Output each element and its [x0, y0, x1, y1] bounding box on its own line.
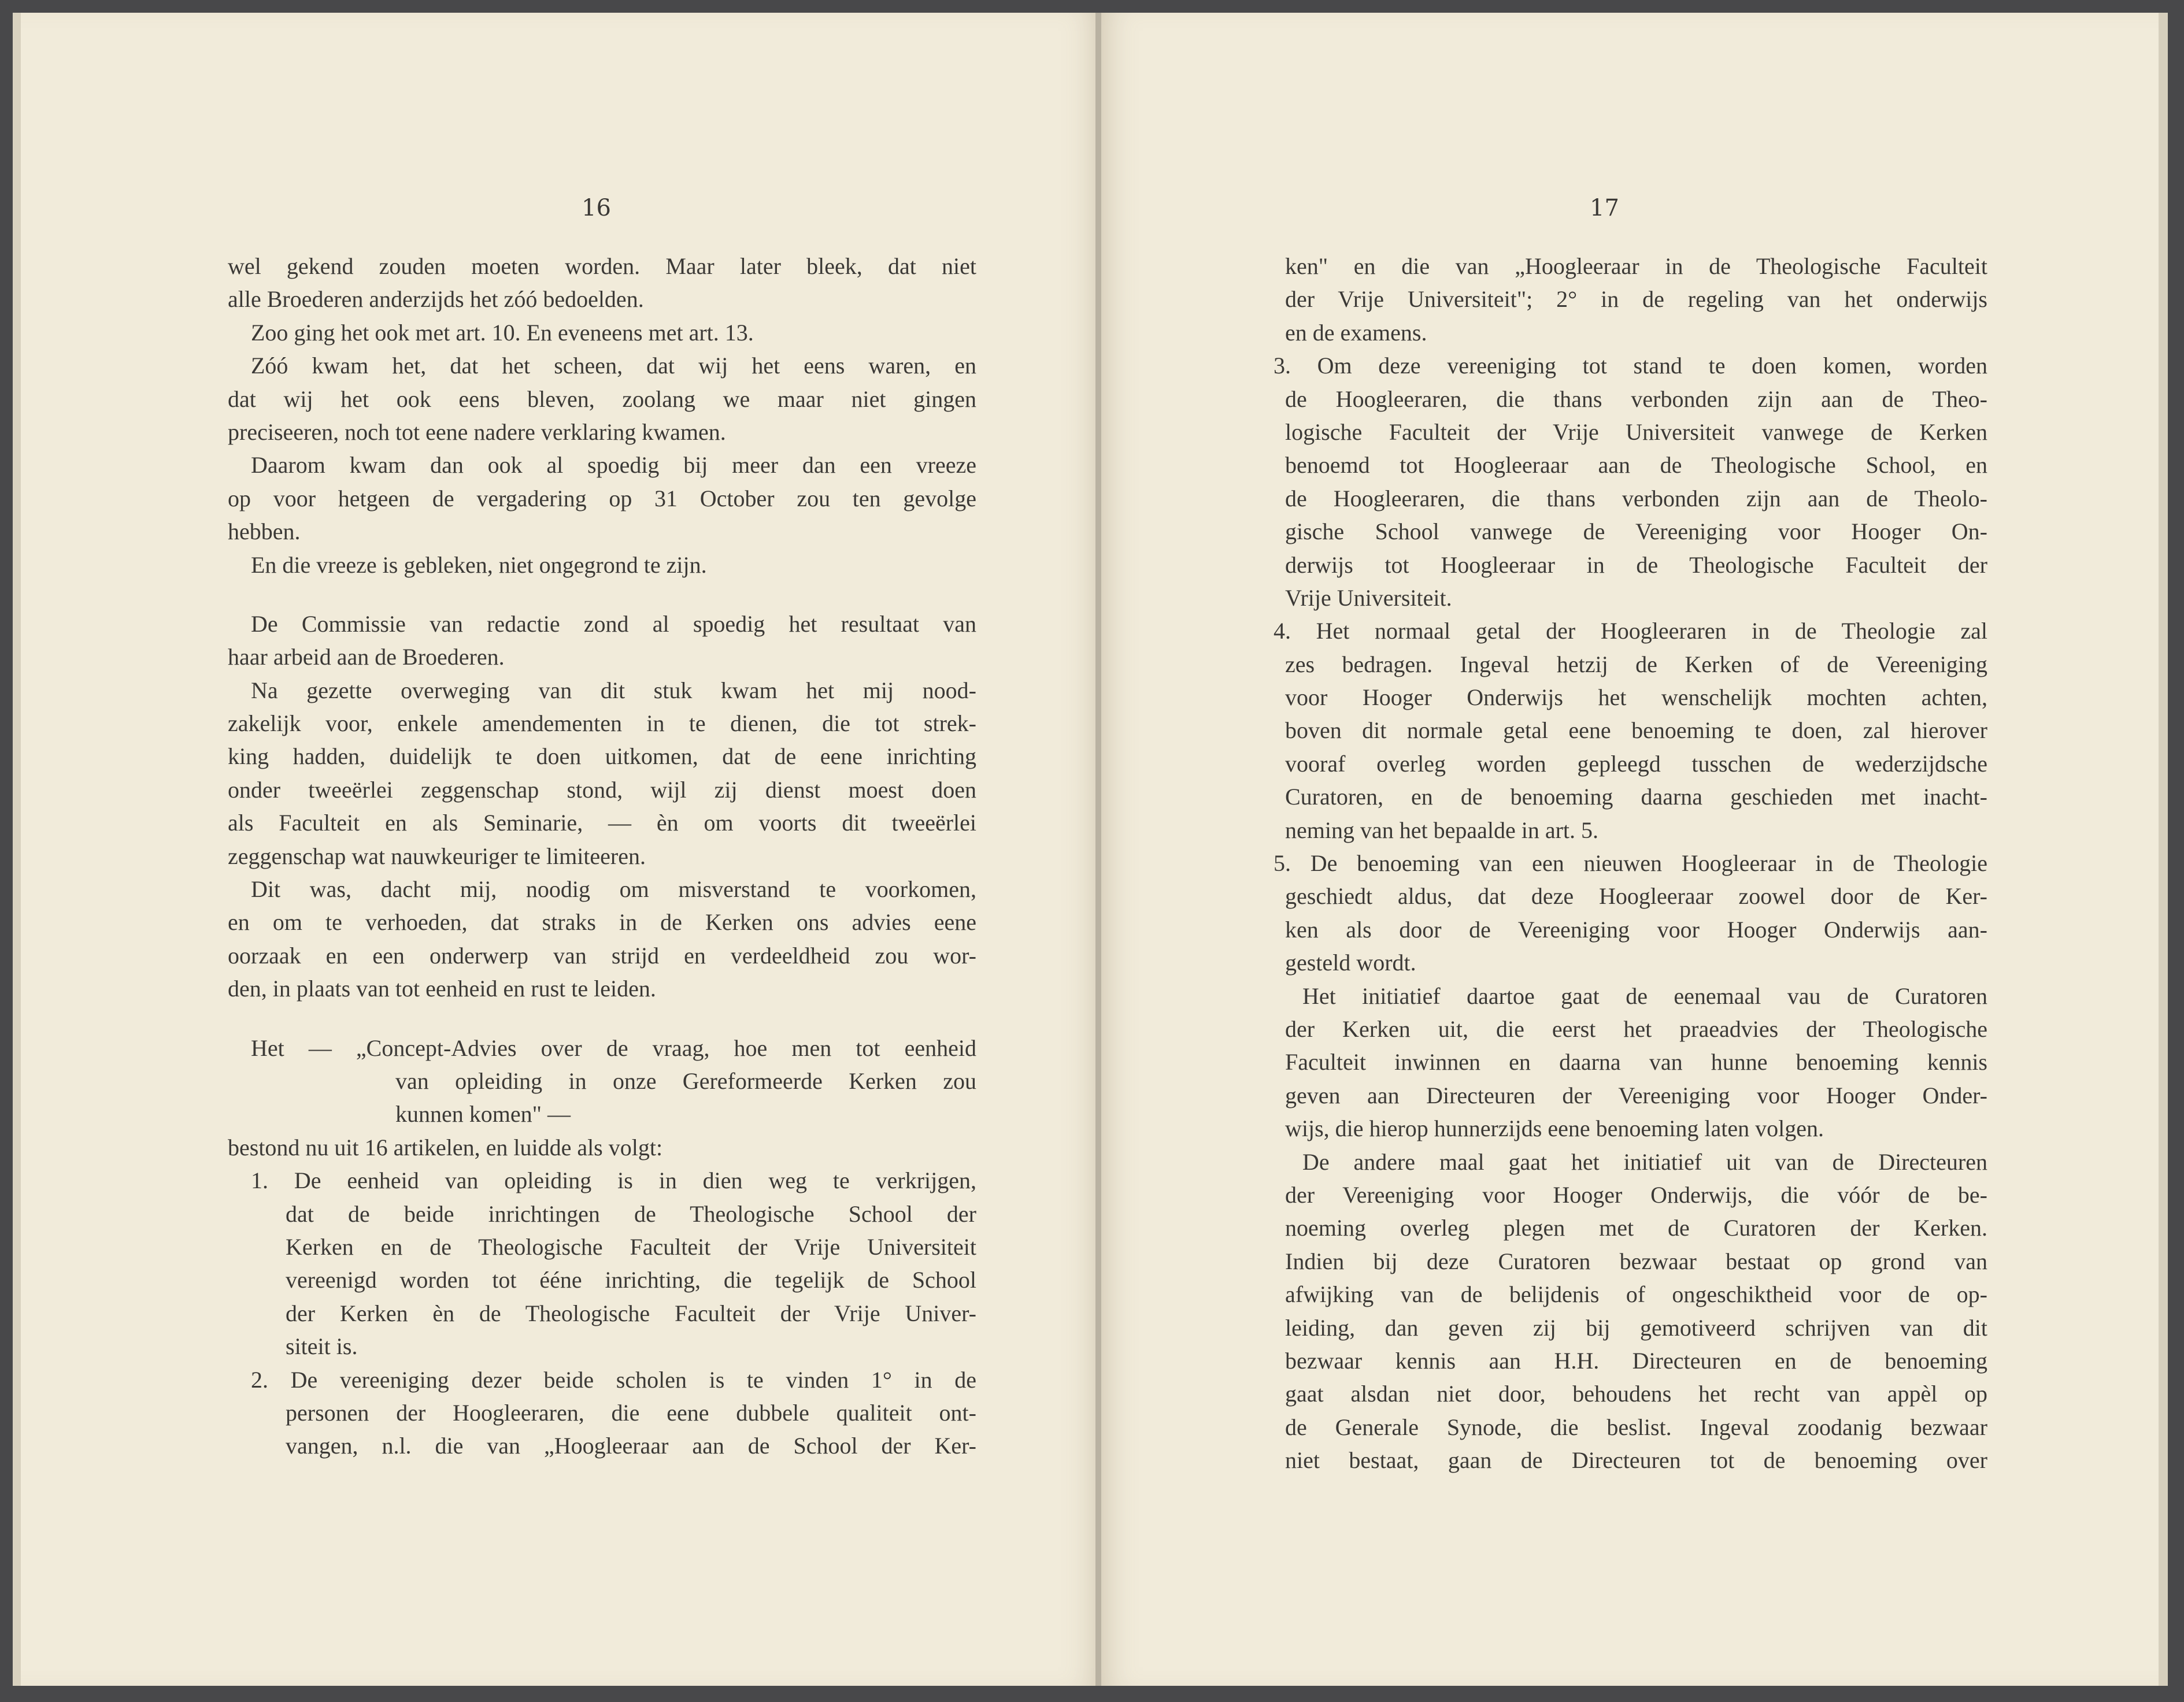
- text-line: 2. De vereeniging dezer beide scholen is te vinden 1° in de: [251, 1366, 976, 1393]
- text-line: benoemd tot Hoogleeraar aan de Theologische School, en: [1285, 452, 1987, 479]
- text-line: zakelijk voor, enkele amendementen in te dienen, die tot strek-: [228, 710, 976, 737]
- text-line: vangen, n.l. die van „Hoogleeraar aan de School der Ker-: [286, 1433, 976, 1459]
- left-page: [13, 13, 1100, 1686]
- text-line: boven dit normale getal eene benoeming te doen, zal hierover: [1285, 717, 1987, 744]
- text-line: bezwaar kennis aan H.H. Directeuren en de benoeming: [1285, 1347, 1987, 1374]
- text-line: Zóó kwam het, dat het scheen, dat wij het eens waren, en: [251, 353, 976, 379]
- text-line: niet bestaat, gaan de Directeuren tot de benoeming over: [1285, 1447, 1987, 1474]
- right-page-text: [1274, 250, 1987, 1477]
- right-page: [1101, 13, 2168, 1686]
- text-line: zeggenschap wat nauwkeuriger te limiteeren.: [228, 843, 646, 869]
- text-line: De andere maal gaat het initiatief uit van de Directeuren: [1302, 1148, 1987, 1175]
- text-line: gaat alsdan niet door, behoudens het recht van appèl op: [1285, 1381, 1987, 1407]
- text-line: haar arbeid aan de Broederen.: [228, 644, 505, 670]
- text-line: neming van het bepaalde in art. 5.: [1285, 817, 1599, 843]
- text-line: alle Broederen anderzijds het zóó bedoelden.: [228, 286, 644, 313]
- text-line: vereenigd worden tot ééne inrichting, die tegelijk de School: [286, 1267, 976, 1293]
- text-line: hebben.: [228, 518, 301, 545]
- text-line: wel gekend zouden moeten worden. Maar later bleek, dat niet: [228, 253, 976, 279]
- text-line: De Commissie van redactie zond al spoedig het resultaat van: [251, 610, 976, 637]
- text-line: van opleiding in onze Gereformeerde Kerken zou: [395, 1067, 976, 1094]
- text-line: king hadden, duidelijk te doen uitkomen, dat de eene inrichting: [228, 743, 976, 770]
- text-line: en om te verhoeden, dat straks in de Kerken ons advies eene: [228, 909, 976, 936]
- text-line: wijs, die hierop hunnerzijds eene benoeming laten volgen.: [1285, 1115, 1824, 1142]
- text-line: 5. De benoeming van een nieuwen Hoogleeraar in de Theologie: [1274, 850, 1987, 877]
- text-line: Dit was, dacht mij, noodig om misverstand te voorkomen,: [251, 876, 976, 903]
- text-line: [228, 581, 976, 607]
- page-number-right: 17: [1590, 195, 1619, 221]
- text-line: Na gezette overweging van dit stuk kwam het mij nood-: [251, 677, 976, 703]
- text-line: geven aan Directeuren der Vereeniging voor Hooger Onder-: [1285, 1082, 1987, 1108]
- text-line: Het — „Concept-Advies over de vraag, hoe men tot eenheid: [251, 1034, 976, 1061]
- text-line: zes bedragen. Ingeval hetzij de Kerken of de Vereeniging: [1285, 651, 1987, 677]
- text-line: siteit is.: [286, 1333, 358, 1360]
- text-line: 4. Het normaal getal der Hoogleeraren in de Theologie zal: [1274, 618, 1987, 644]
- text-line: en de examens.: [1285, 319, 1427, 346]
- page-number-left: 16: [582, 195, 611, 221]
- text-line: kunnen komen" —: [395, 1101, 571, 1128]
- text-line: afwijking van de belijdenis of ongeschiktheid voor de op-: [1285, 1281, 1987, 1308]
- text-line: Kerken en de Theologische Faculteit der Vrije Universiteit: [286, 1233, 976, 1260]
- text-line: op voor hetgeen de vergadering op 31 October zou ten gevolge: [228, 485, 976, 511]
- text-line: Daarom kwam dan ook al spoedig bij meer dan een vreeze: [251, 452, 976, 479]
- text-line: den, in plaats van tot eenheid en rust te leiden.: [228, 976, 656, 1002]
- text-line: voor Hooger Onderwijs het wenschelijk mochten achten,: [1285, 684, 1987, 711]
- text-line: leiding, dan geven zij bij gemotiveerd schrijven van dit: [1285, 1314, 1987, 1341]
- text-line: gische School vanwege de Vereeniging voor Hooger On-: [1285, 518, 1987, 545]
- text-line: [228, 1006, 976, 1032]
- text-line: En die vreeze is gebleken, niet ongegrond te zijn.: [251, 551, 707, 578]
- text-line: bestond nu uit 16 artikelen, en luidde als volgt:: [228, 1134, 663, 1160]
- text-line: Vrije Universiteit.: [1285, 584, 1452, 611]
- text-line: derwijs tot Hoogleeraar in de Theologische Faculteit der: [1285, 551, 1987, 578]
- text-line: 3. Om deze vereeniging tot stand te doen komen, worden: [1274, 353, 1987, 379]
- text-line: logische Faculteit der Vrije Universiteit vanwege de Kerken: [1285, 418, 1987, 445]
- text-line: ken als door de Vereeniging voor Hooger Onderwijs aan-: [1285, 916, 1987, 943]
- text-line: noeming overleg plegen met de Curatoren der Kerken.: [1285, 1215, 1987, 1241]
- text-line: oorzaak en een onderwerp van strijd en verdeeldheid zou wor-: [228, 942, 976, 969]
- text-line: onder tweeërlei zeggenschap stond, wijl zij dienst moest doen: [228, 776, 976, 803]
- text-line: Faculteit inwinnen en daarna van hunne benoeming kennis: [1285, 1049, 1987, 1076]
- text-line: dat de beide inrichtingen de Theologische School der: [286, 1200, 976, 1227]
- text-line: der Vrije Universiteit"; 2° in de regeling van het onderwijs: [1285, 286, 1987, 313]
- text-line: der Kerken èn de Theologische Faculteit der Vrije Univer-: [286, 1300, 976, 1326]
- text-line: de Generale Synode, die beslist. Ingeval zoodanig bezwaar: [1285, 1414, 1987, 1440]
- text-line: preciseeren, noch tot eene nadere verklaring kwamen.: [228, 418, 726, 445]
- text-line: ken" en die van „Hoogleeraar in de Theologische Faculteit: [1285, 253, 1987, 279]
- text-line: vooraf overleg worden gepleegd tusschen de wederzijdsche: [1285, 750, 1987, 777]
- text-line: geschiedt aldus, dat deze Hoogleeraar zoowel door de Ker-: [1285, 883, 1987, 910]
- text-line: Curatoren, en de benoeming daarna geschieden met inacht-: [1285, 784, 1987, 810]
- text-line: personen der Hoogleeraren, die eene dubbele qualiteit ont-: [286, 1399, 976, 1426]
- text-line: de Hoogleeraren, die thans verbonden zijn aan de Theolo-: [1285, 485, 1987, 511]
- text-line: Het initiatief daartoe gaat de eenemaal vau de Curatoren: [1302, 982, 1987, 1009]
- text-line: Zoo ging het ook met art. 10. En eveneens met art. 13.: [251, 319, 754, 346]
- text-line: gesteld wordt.: [1285, 950, 1416, 976]
- text-line: 1. De eenheid van opleiding is in dien weg te verkrijgen,: [251, 1167, 976, 1194]
- text-line: Indien bij deze Curatoren bezwaar bestaat op grond van: [1285, 1248, 1987, 1274]
- text-line: als Faculteit en als Seminarie, — èn om voorts dit tweeërlei: [228, 810, 976, 836]
- text-line: der Vereeniging voor Hooger Onderwijs, die vóór de be-: [1285, 1181, 1987, 1208]
- text-line: de Hoogleeraren, die thans verbonden zijn aan de Theo-: [1285, 385, 1987, 412]
- left-page-text: [228, 250, 976, 1463]
- text-line: der Kerken uit, die eerst het praeadvies der Theologische: [1285, 1015, 1987, 1042]
- text-line: dat wij het ook eens bleven, zoolang we maar niet gingen: [228, 385, 976, 412]
